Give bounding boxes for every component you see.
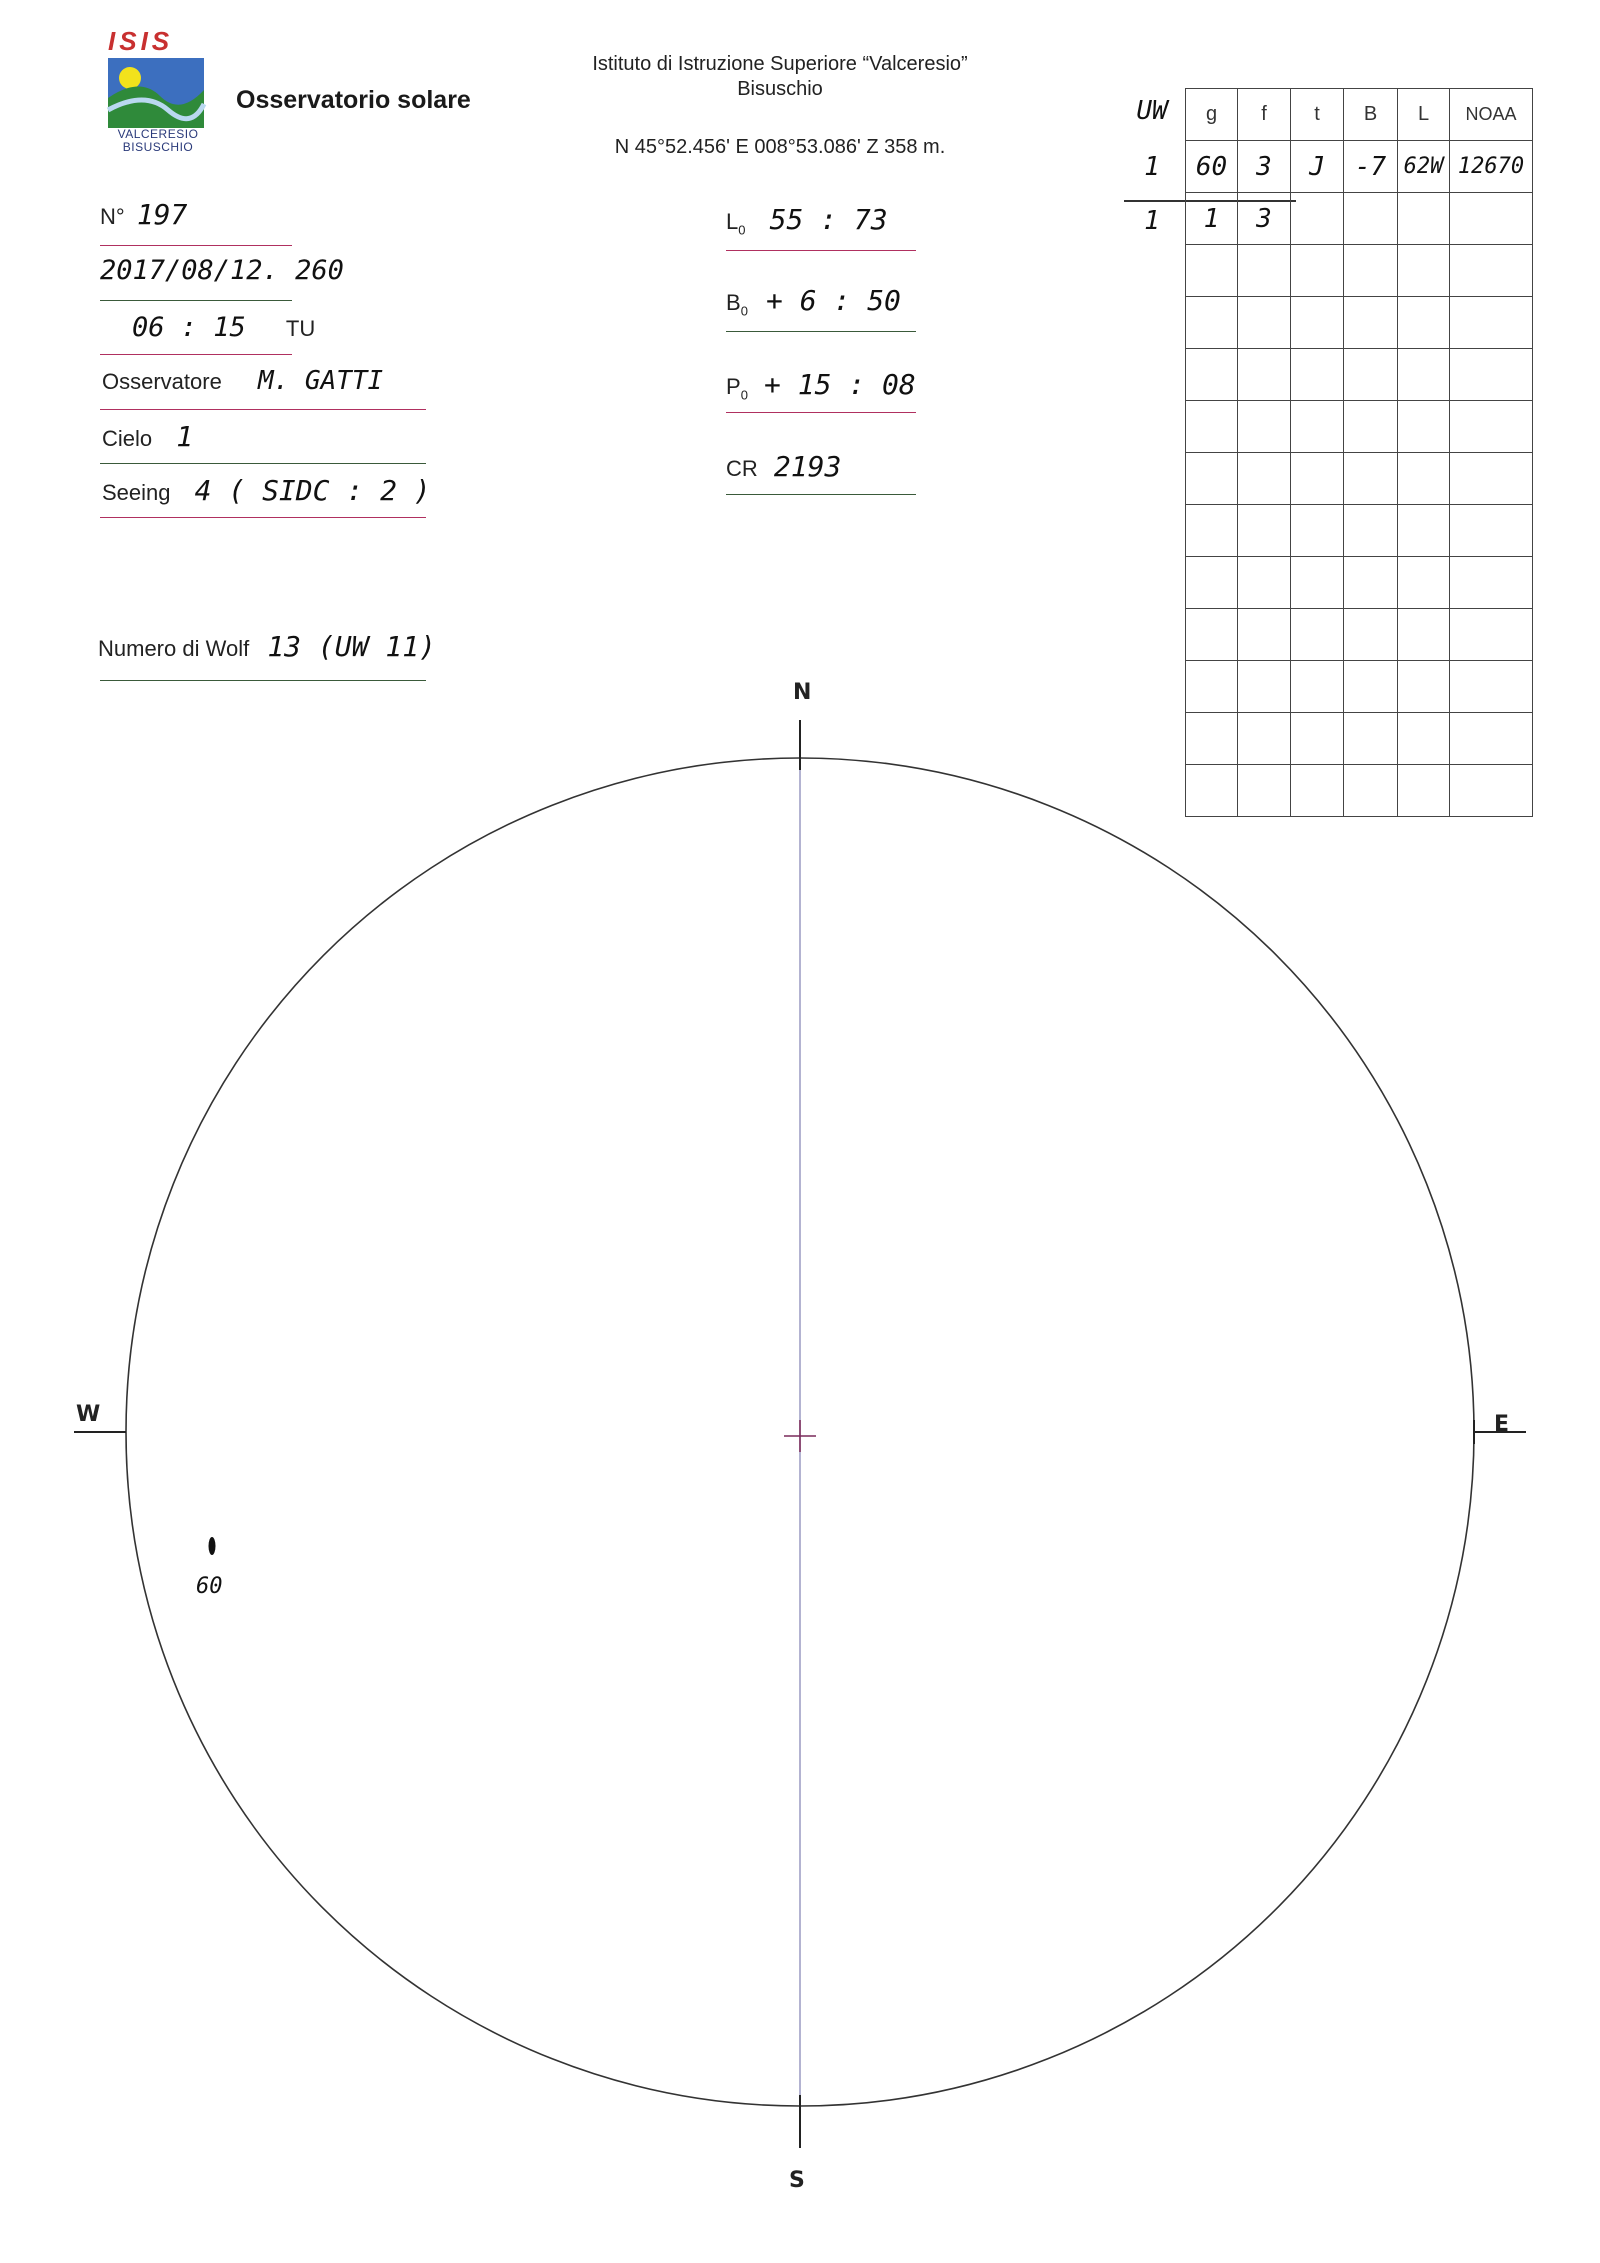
l0-value: 55 : 73 <box>769 203 888 236</box>
header-l: L <box>1398 89 1450 141</box>
p0-subscript: 0 <box>740 387 748 403</box>
seeing-value: 4 ( SIDC : 2 ) <box>194 474 431 507</box>
p0-label: P <box>726 374 741 399</box>
west-label: W <box>76 1402 101 1427</box>
b0-value: + 6 : 50 <box>766 284 901 317</box>
cr-label: CR <box>726 456 758 481</box>
table-cell: 1 <box>1186 193 1238 245</box>
wolf-number-label: Numero di Wolf <box>98 636 250 661</box>
sheet-number-label: N° <box>100 204 125 229</box>
table-cell: 12670 <box>1450 141 1533 193</box>
l0-label: L <box>726 209 739 234</box>
p0-value: + 15 : 08 <box>764 368 916 401</box>
date-value: 2017/08/12. 260 <box>100 255 344 286</box>
l0-subscript: 0 <box>738 222 746 238</box>
logo-caption-line2: BISUSCHIO <box>122 140 194 154</box>
sky-label: Cielo <box>102 426 153 451</box>
sunspot-group-60 <box>209 1537 216 1555</box>
time-unit: TU <box>285 316 316 341</box>
header-t: t <box>1291 89 1344 141</box>
header-b: B <box>1344 89 1398 141</box>
logo-text: ISIS <box>108 28 174 56</box>
sunspot-label: 60 <box>196 1574 223 1599</box>
table-cell: 60 <box>1186 141 1238 193</box>
header-f: f <box>1238 89 1291 141</box>
observer-value: M. GATTI <box>257 366 384 396</box>
sky-value: 1 <box>176 420 194 453</box>
wolf-number-value: 13 (UW 11) <box>267 630 436 663</box>
header-g: g <box>1186 89 1238 141</box>
north-label: N <box>793 680 812 705</box>
time-value: 06 : 15 <box>132 312 246 343</box>
south-label: S <box>789 2168 805 2193</box>
institute-line1: Istituto di Istruzione Superiore “Valceresio” <box>592 53 968 75</box>
header-noaa: NOAA <box>1450 89 1533 141</box>
table-cell: 62W <box>1398 141 1450 193</box>
b0-subscript: 0 <box>740 303 748 319</box>
logo-caption-line1: VALCERESIO <box>117 127 199 141</box>
seeing-label: Seeing <box>102 480 171 505</box>
table-cell: -7 <box>1344 141 1398 193</box>
uw-header: UW <box>1136 96 1168 126</box>
cr-value: 2193 <box>773 450 842 483</box>
sheet-number-value: 197 <box>136 198 188 231</box>
institute-line2: Bisuschio <box>737 78 823 100</box>
table-cell: J <box>1291 141 1344 193</box>
uw-cell: 1 <box>1144 152 1160 182</box>
observer-label: Osservatore <box>102 369 222 394</box>
east-label: E <box>1494 1412 1510 1437</box>
table-cell: 3 <box>1238 193 1291 245</box>
observatory-coordinates: N 45°52.456' E 008°53.086' Z 358 m. <box>614 136 946 158</box>
uw-cell: 1 <box>1144 206 1160 236</box>
b0-label: B <box>726 290 741 315</box>
table-cell: 3 <box>1238 141 1291 193</box>
observatory-title: Osservatorio solare <box>236 86 471 114</box>
